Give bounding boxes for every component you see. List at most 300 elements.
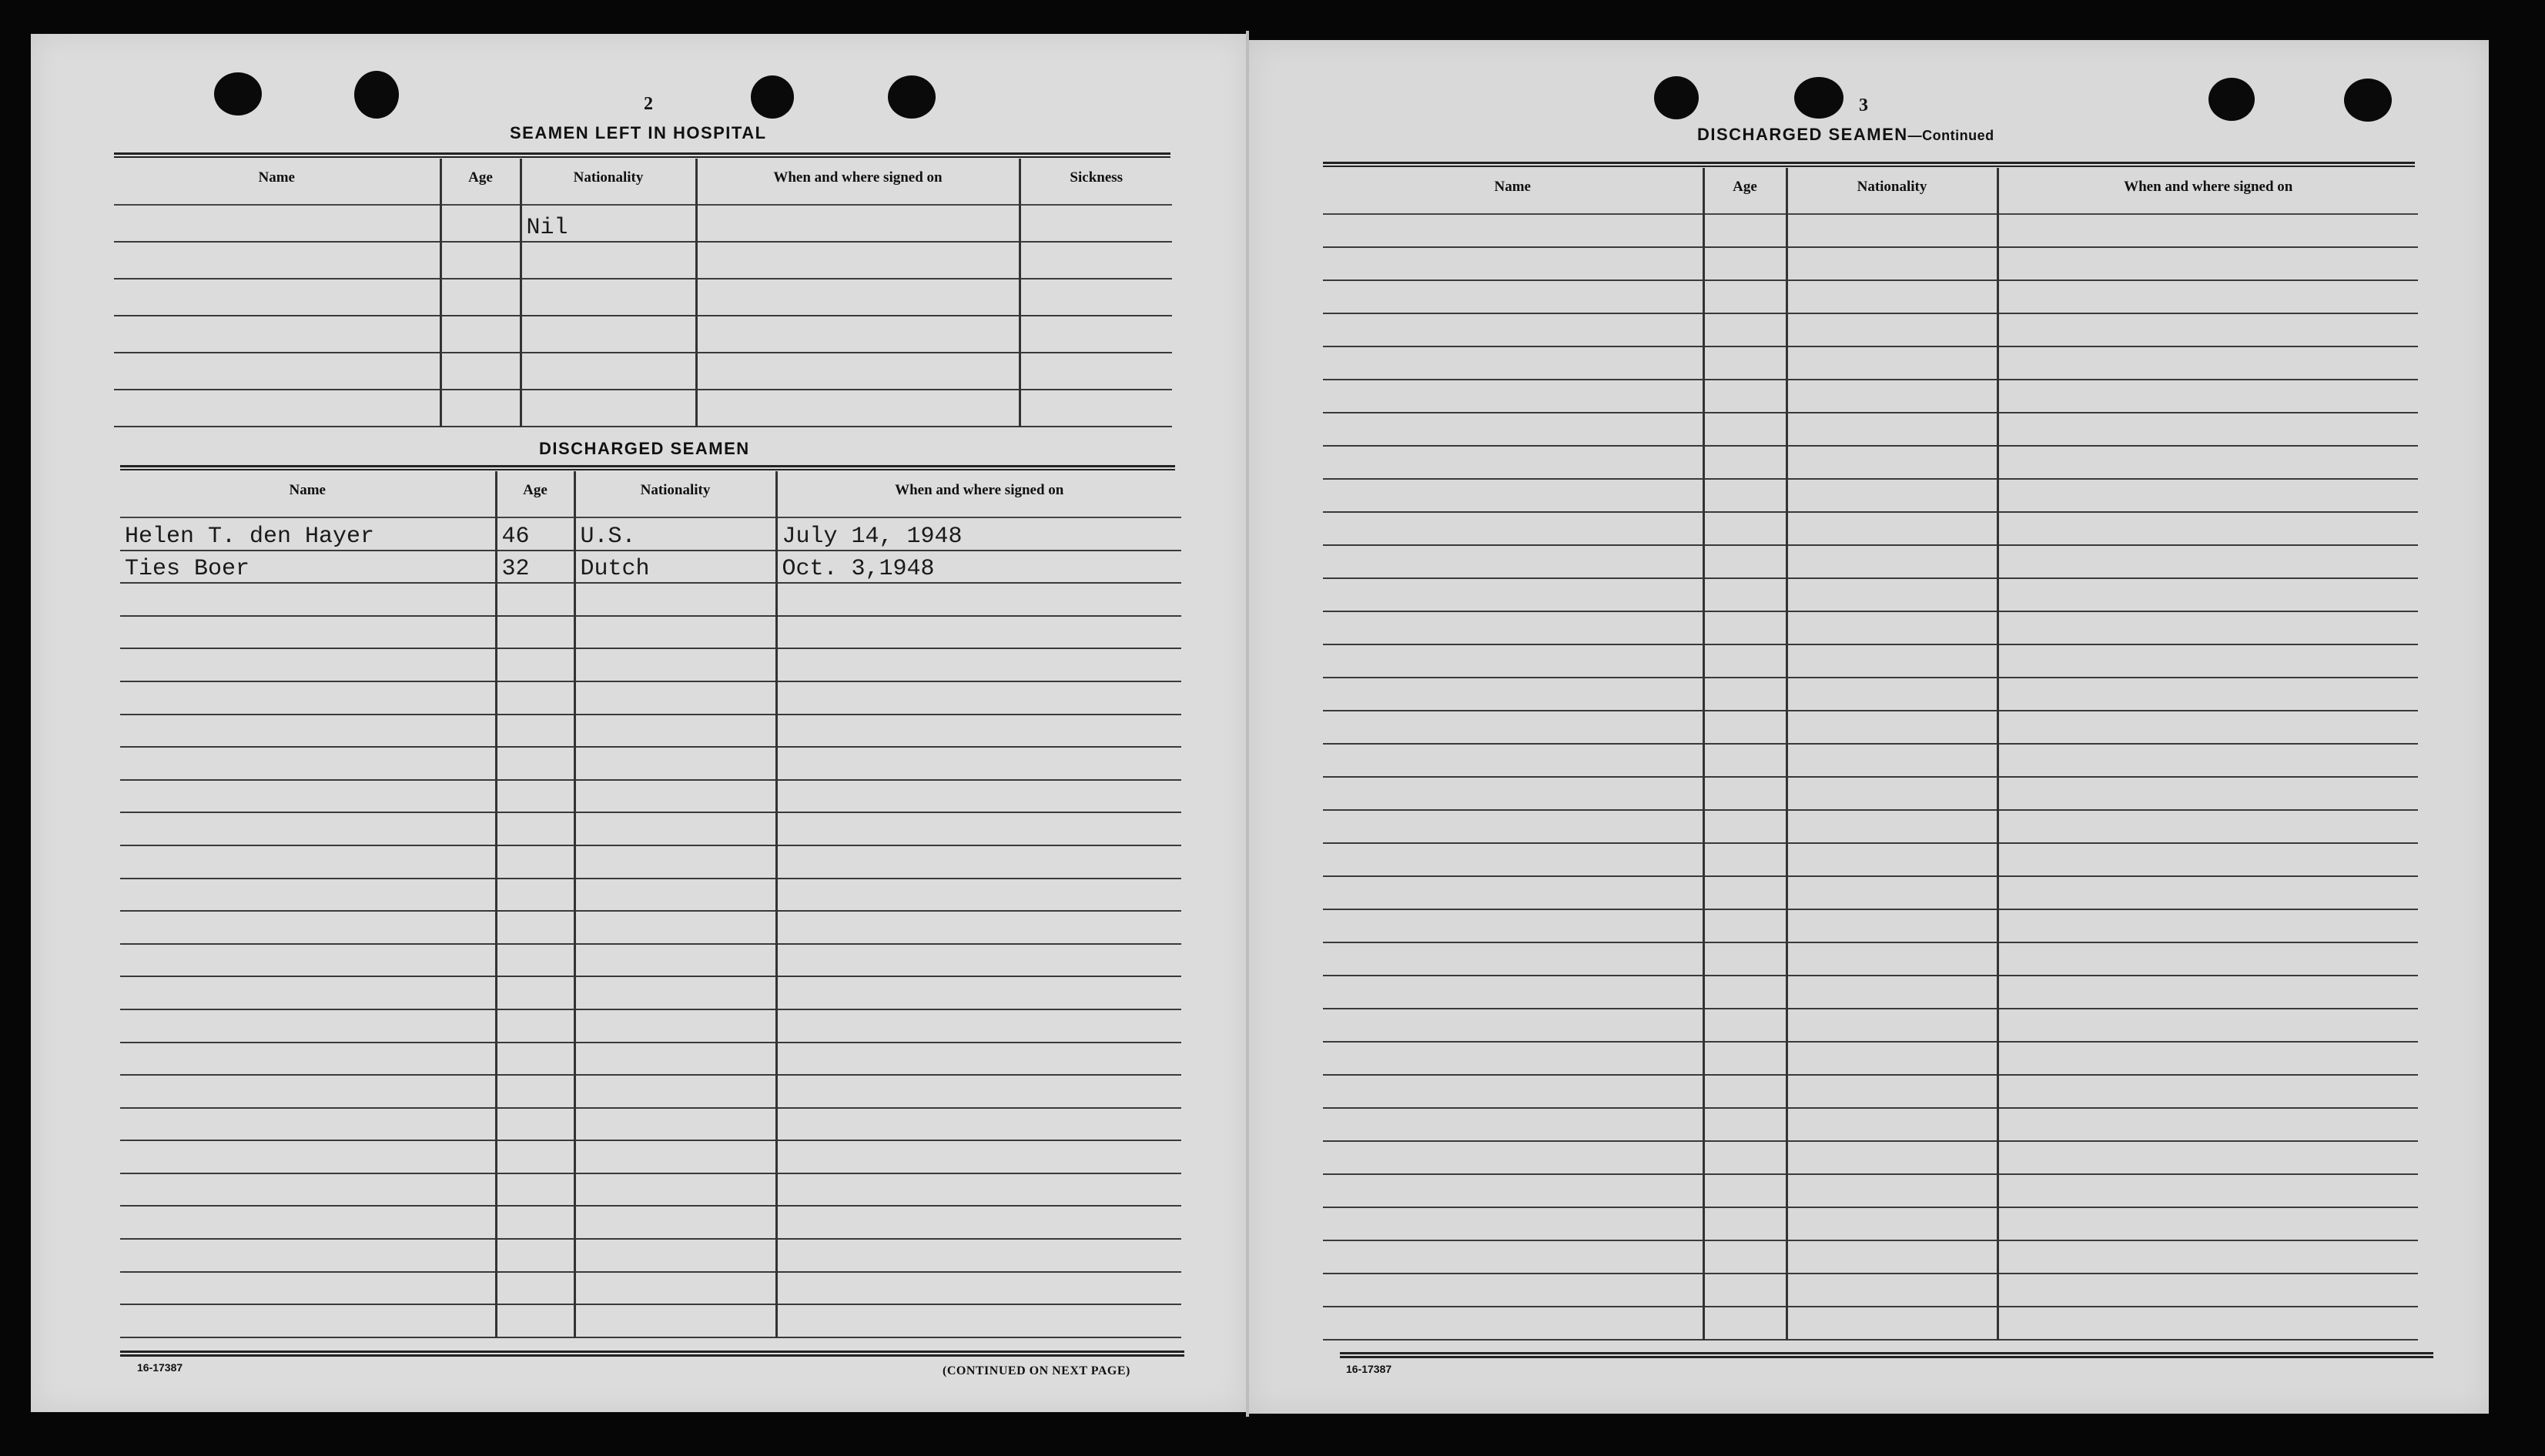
table-cell bbox=[574, 1108, 776, 1141]
table-row bbox=[1323, 1141, 2418, 1174]
table-cell bbox=[1020, 316, 1172, 353]
table-cell bbox=[1703, 1307, 1787, 1340]
table-cell bbox=[776, 976, 1181, 1009]
table-row bbox=[1323, 578, 2418, 611]
table-row bbox=[114, 353, 1172, 390]
table-cell bbox=[776, 845, 1181, 879]
table-cell bbox=[1323, 1141, 1703, 1174]
table-cell bbox=[574, 1009, 776, 1043]
table-cell bbox=[696, 242, 1020, 279]
table-row bbox=[120, 1140, 1181, 1173]
table-cell bbox=[496, 812, 574, 845]
table-cell bbox=[1323, 1240, 1703, 1274]
column-header: Name bbox=[120, 471, 496, 517]
table-cell bbox=[574, 1304, 776, 1337]
table-cell bbox=[1703, 1274, 1787, 1307]
table-cell bbox=[1787, 777, 1997, 810]
table-cell: 32 bbox=[496, 551, 574, 584]
table-row bbox=[120, 1075, 1181, 1108]
table-cell bbox=[1703, 413, 1787, 446]
table-cell bbox=[496, 747, 574, 780]
table-cell bbox=[776, 1173, 1181, 1207]
table-row bbox=[1323, 843, 2418, 876]
table-cell bbox=[574, 1140, 776, 1173]
table-cell bbox=[1703, 380, 1787, 413]
table-cell bbox=[574, 780, 776, 813]
table-row bbox=[1323, 1042, 2418, 1075]
table-cell bbox=[1703, 280, 1787, 313]
table-cell bbox=[574, 1043, 776, 1076]
table-cell bbox=[1323, 1042, 1703, 1075]
table-cell bbox=[496, 879, 574, 912]
table-cell bbox=[120, 1206, 496, 1239]
hospital-table bbox=[114, 159, 1172, 427]
table-cell bbox=[1703, 1075, 1787, 1108]
table-cell bbox=[1997, 909, 2418, 942]
punch-hole bbox=[1794, 77, 1843, 119]
header-rule bbox=[114, 152, 1170, 158]
title-continued: —Continued bbox=[1907, 128, 1994, 143]
column-header: Age bbox=[440, 159, 521, 205]
table-cell bbox=[1323, 545, 1703, 578]
table-cell bbox=[440, 242, 521, 279]
table-cell bbox=[120, 1239, 496, 1272]
table-cell bbox=[1787, 578, 1997, 611]
table-cell bbox=[1323, 578, 1703, 611]
table-row bbox=[1323, 611, 2418, 644]
table-cell bbox=[776, 1075, 1181, 1108]
table-cell bbox=[776, 1206, 1181, 1239]
table-cell bbox=[1323, 313, 1703, 346]
punch-hole bbox=[888, 75, 936, 119]
table-cell bbox=[114, 353, 440, 390]
table-cell bbox=[1787, 942, 1997, 976]
table-cell bbox=[1323, 976, 1703, 1009]
table-cell bbox=[574, 747, 776, 780]
table-cell bbox=[776, 780, 1181, 813]
column-header: Name bbox=[114, 159, 440, 205]
column-header: Nationality bbox=[574, 471, 776, 517]
table-row bbox=[1323, 744, 2418, 777]
table-cell bbox=[1703, 611, 1787, 644]
table-cell bbox=[1787, 214, 1997, 247]
page-number: 3 bbox=[1859, 95, 1868, 115]
table-cell bbox=[1703, 876, 1787, 909]
table-row bbox=[1323, 280, 2418, 313]
table-cell bbox=[1323, 909, 1703, 942]
table-cell bbox=[1703, 843, 1787, 876]
table-cell bbox=[776, 1009, 1181, 1043]
table-cell bbox=[1787, 810, 1997, 843]
table-cell bbox=[574, 911, 776, 944]
table-cell bbox=[496, 1272, 574, 1305]
column-header: Name bbox=[1323, 168, 1703, 214]
table-row bbox=[120, 517, 1181, 551]
table-cell bbox=[496, 944, 574, 977]
table-cell bbox=[1703, 744, 1787, 777]
table-cell bbox=[1997, 744, 2418, 777]
table-cell bbox=[1323, 446, 1703, 479]
table-cell bbox=[1703, 976, 1787, 1009]
table-cell bbox=[120, 1140, 496, 1173]
table-cell bbox=[574, 1239, 776, 1272]
table-cell bbox=[120, 1304, 496, 1337]
table-cell bbox=[1787, 1042, 1997, 1075]
table-row bbox=[1323, 1207, 2418, 1240]
table-cell bbox=[776, 1108, 1181, 1141]
table-cell: Ties Boer bbox=[120, 551, 496, 584]
table-row bbox=[114, 279, 1172, 316]
page-number: 2 bbox=[644, 94, 653, 114]
table-row bbox=[120, 648, 1181, 681]
table-cell: July 14, 1948 bbox=[776, 517, 1181, 551]
table-cell bbox=[1323, 744, 1703, 777]
table-row bbox=[1323, 1307, 2418, 1340]
table-cell bbox=[1703, 1207, 1787, 1240]
table-cell bbox=[1323, 247, 1703, 280]
table-cell bbox=[574, 715, 776, 748]
column-header: When and where signed on bbox=[696, 159, 1020, 205]
table-cell bbox=[1787, 380, 1997, 413]
table-cell bbox=[1787, 280, 1997, 313]
table-cell bbox=[1323, 777, 1703, 810]
table-cell bbox=[496, 1043, 574, 1076]
table-cell bbox=[1787, 1207, 1997, 1240]
table-row bbox=[120, 715, 1181, 748]
table-row bbox=[120, 1239, 1181, 1272]
table-cell bbox=[1323, 1108, 1703, 1141]
table-row bbox=[114, 316, 1172, 353]
table-cell bbox=[1323, 214, 1703, 247]
table-cell bbox=[1997, 810, 2418, 843]
table-cell bbox=[1703, 214, 1787, 247]
table-cell bbox=[1997, 1042, 2418, 1075]
table-cell bbox=[1703, 678, 1787, 711]
table-cell bbox=[496, 1108, 574, 1141]
table-row bbox=[120, 911, 1181, 944]
table-cell bbox=[1703, 313, 1787, 346]
table-cell bbox=[1787, 1174, 1997, 1207]
table-row bbox=[120, 845, 1181, 879]
table-cell bbox=[1323, 413, 1703, 446]
table-row bbox=[120, 681, 1181, 715]
table-cell bbox=[496, 583, 574, 616]
table-cell bbox=[1323, 843, 1703, 876]
table-cell bbox=[776, 1043, 1181, 1076]
table-cell bbox=[1703, 346, 1787, 380]
table-cell bbox=[776, 1140, 1181, 1173]
table-cell bbox=[1787, 843, 1997, 876]
table-cell bbox=[1323, 1009, 1703, 1042]
table-cell bbox=[1703, 479, 1787, 512]
table-row bbox=[120, 879, 1181, 912]
table-row bbox=[1323, 1174, 2418, 1207]
table-cell bbox=[574, 681, 776, 715]
discharged-table bbox=[120, 471, 1181, 1338]
table-row bbox=[120, 812, 1181, 845]
table-cell bbox=[1997, 1108, 2418, 1141]
table-row bbox=[1323, 1075, 2418, 1108]
table-cell bbox=[1703, 247, 1787, 280]
form-code: 16-17387 bbox=[137, 1361, 183, 1374]
table-cell bbox=[1997, 446, 2418, 479]
table-cell bbox=[574, 648, 776, 681]
table-cell bbox=[1787, 545, 1997, 578]
table-cell bbox=[574, 879, 776, 912]
table-cell bbox=[1997, 413, 2418, 446]
table-cell: U.S. bbox=[574, 517, 776, 551]
table-cell bbox=[1997, 313, 2418, 346]
punch-hole bbox=[2344, 79, 2392, 122]
table-cell bbox=[1323, 479, 1703, 512]
table-cell bbox=[496, 1009, 574, 1043]
table-row bbox=[1323, 976, 2418, 1009]
table-cell bbox=[1997, 777, 2418, 810]
table-cell bbox=[120, 845, 496, 879]
table-cell bbox=[574, 1272, 776, 1305]
table-cell bbox=[574, 1075, 776, 1108]
table-cell bbox=[120, 976, 496, 1009]
table-cell bbox=[1703, 1108, 1787, 1141]
column-header: Nationality bbox=[521, 159, 696, 205]
table-cell bbox=[120, 780, 496, 813]
column-header: When and where signed on bbox=[776, 471, 1181, 517]
header-rule bbox=[120, 465, 1175, 470]
table-cell bbox=[1323, 1207, 1703, 1240]
table-cell bbox=[776, 812, 1181, 845]
column-header: Age bbox=[496, 471, 574, 517]
table-cell bbox=[1997, 711, 2418, 744]
table-cell bbox=[1997, 1307, 2418, 1340]
table-row bbox=[1323, 313, 2418, 346]
table-cell bbox=[120, 1009, 496, 1043]
table-cell bbox=[1787, 1240, 1997, 1274]
table-cell: 46 bbox=[496, 517, 574, 551]
table-cell bbox=[776, 1239, 1181, 1272]
table-cell bbox=[1703, 1042, 1787, 1075]
table-cell bbox=[1997, 578, 2418, 611]
table-cell bbox=[120, 1108, 496, 1141]
table-cell bbox=[1997, 545, 2418, 578]
table-cell bbox=[696, 316, 1020, 353]
table-cell bbox=[1787, 678, 1997, 711]
table-cell bbox=[496, 1239, 574, 1272]
table-cell bbox=[1787, 512, 1997, 545]
table-cell bbox=[114, 242, 440, 279]
table-cell bbox=[1020, 353, 1172, 390]
punch-hole bbox=[214, 72, 262, 115]
table-row bbox=[1323, 1009, 2418, 1042]
table-cell bbox=[1787, 1009, 1997, 1042]
table-cell bbox=[776, 583, 1181, 616]
table-row bbox=[120, 1272, 1181, 1305]
table-cell bbox=[1997, 1240, 2418, 1274]
table-row bbox=[120, 1206, 1181, 1239]
table-row bbox=[1323, 711, 2418, 744]
table-cell bbox=[776, 648, 1181, 681]
table-cell bbox=[1787, 744, 1997, 777]
table-cell bbox=[1997, 479, 2418, 512]
table-row bbox=[1323, 876, 2418, 909]
table-cell bbox=[1997, 876, 2418, 909]
table-cell bbox=[574, 976, 776, 1009]
table-cell bbox=[496, 648, 574, 681]
table-cell bbox=[776, 616, 1181, 649]
table-cell bbox=[120, 1173, 496, 1207]
table-cell bbox=[120, 616, 496, 649]
table-cell bbox=[776, 747, 1181, 780]
table-cell bbox=[440, 205, 521, 242]
table-row bbox=[1323, 1274, 2418, 1307]
table-cell bbox=[1787, 1307, 1997, 1340]
table-cell bbox=[114, 205, 440, 242]
section-title-discharged-continued bbox=[1697, 125, 1994, 145]
table-cell bbox=[1997, 644, 2418, 678]
table-cell bbox=[1997, 1075, 2418, 1108]
table-cell bbox=[521, 242, 696, 279]
table-cell bbox=[574, 944, 776, 977]
table-cell: Oct. 3,1948 bbox=[776, 551, 1181, 584]
table-cell bbox=[440, 390, 521, 427]
table-cell bbox=[496, 780, 574, 813]
table-cell bbox=[574, 583, 776, 616]
table-cell bbox=[1997, 214, 2418, 247]
table-row bbox=[120, 1108, 1181, 1141]
table-cell bbox=[521, 316, 696, 353]
table-cell bbox=[1323, 810, 1703, 843]
table-cell bbox=[1323, 876, 1703, 909]
table-row bbox=[1323, 545, 2418, 578]
table-cell bbox=[1997, 512, 2418, 545]
table-cell bbox=[496, 715, 574, 748]
table-cell bbox=[1323, 512, 1703, 545]
table-cell bbox=[496, 845, 574, 879]
table-cell bbox=[1323, 1307, 1703, 1340]
table-row bbox=[1323, 942, 2418, 976]
table-row bbox=[1323, 678, 2418, 711]
table-cell bbox=[1703, 810, 1787, 843]
table-row bbox=[120, 1043, 1181, 1076]
table-cell bbox=[776, 879, 1181, 912]
table-cell bbox=[1703, 1009, 1787, 1042]
table-cell bbox=[1997, 976, 2418, 1009]
table-cell bbox=[1703, 644, 1787, 678]
discharged-continued-table bbox=[1323, 168, 2418, 1341]
table-cell bbox=[776, 911, 1181, 944]
table-cell bbox=[1703, 1141, 1787, 1174]
table-row bbox=[120, 944, 1181, 977]
table-cell bbox=[1997, 611, 2418, 644]
table-row bbox=[120, 616, 1181, 649]
punch-hole bbox=[1654, 76, 1699, 119]
table-cell bbox=[1323, 611, 1703, 644]
table-cell bbox=[440, 279, 521, 316]
table-cell bbox=[1787, 247, 1997, 280]
table-cell bbox=[496, 1173, 574, 1207]
footer-rule bbox=[1340, 1352, 2433, 1358]
column-header: When and where signed on bbox=[1997, 168, 2418, 214]
table-cell bbox=[1787, 1141, 1997, 1174]
table-cell bbox=[120, 1272, 496, 1305]
table-row bbox=[120, 747, 1181, 780]
continued-note: (CONTINUED ON NEXT PAGE) bbox=[943, 1364, 1130, 1377]
table-cell bbox=[1787, 909, 1997, 942]
table-cell bbox=[496, 1140, 574, 1173]
table-cell bbox=[1323, 380, 1703, 413]
table-cell bbox=[1997, 247, 2418, 280]
table-cell bbox=[696, 353, 1020, 390]
table-cell bbox=[120, 812, 496, 845]
table-row bbox=[120, 976, 1181, 1009]
column-header: Age bbox=[1703, 168, 1787, 214]
table-cell bbox=[1787, 644, 1997, 678]
table-row bbox=[1323, 247, 2418, 280]
table-cell bbox=[1323, 1174, 1703, 1207]
table-cell bbox=[776, 715, 1181, 748]
table-cell bbox=[521, 353, 696, 390]
table-cell bbox=[776, 944, 1181, 977]
table-row bbox=[120, 1009, 1181, 1043]
table-cell bbox=[1787, 479, 1997, 512]
table-cell bbox=[1787, 346, 1997, 380]
table-cell bbox=[696, 205, 1020, 242]
table-cell bbox=[114, 316, 440, 353]
table-row bbox=[120, 780, 1181, 813]
table-cell bbox=[1323, 644, 1703, 678]
table-cell bbox=[574, 1173, 776, 1207]
table-cell bbox=[1323, 346, 1703, 380]
footer-rule bbox=[120, 1351, 1184, 1357]
table-cell bbox=[1703, 942, 1787, 976]
table-row bbox=[120, 1173, 1181, 1207]
title-main: DISCHARGED SEAMEN bbox=[1697, 125, 1908, 144]
table-cell: Helen T. den Hayer bbox=[120, 517, 496, 551]
table-cell bbox=[1703, 545, 1787, 578]
table-row bbox=[1323, 777, 2418, 810]
table-cell bbox=[1997, 1274, 2418, 1307]
table-cell bbox=[1997, 1009, 2418, 1042]
table-cell bbox=[1323, 942, 1703, 976]
table-cell bbox=[574, 616, 776, 649]
table-cell bbox=[1997, 1174, 2418, 1207]
table-cell bbox=[776, 1304, 1181, 1337]
table-cell bbox=[120, 583, 496, 616]
table-cell bbox=[574, 1206, 776, 1239]
table-cell bbox=[120, 747, 496, 780]
table-cell bbox=[1703, 1174, 1787, 1207]
table-cell bbox=[1997, 346, 2418, 380]
table-cell bbox=[1020, 390, 1172, 427]
table-cell bbox=[521, 390, 696, 427]
table-row bbox=[120, 551, 1181, 584]
table-cell bbox=[496, 681, 574, 715]
table-cell bbox=[776, 681, 1181, 715]
table-cell bbox=[1787, 711, 1997, 744]
table-cell bbox=[1703, 578, 1787, 611]
table-cell bbox=[1997, 843, 2418, 876]
table-cell bbox=[1787, 1108, 1997, 1141]
table-cell bbox=[114, 390, 440, 427]
table-cell bbox=[496, 1304, 574, 1337]
page-fold bbox=[1246, 31, 1249, 1417]
table-row bbox=[114, 205, 1172, 242]
table-row bbox=[1323, 909, 2418, 942]
table-row bbox=[1323, 214, 2418, 247]
table-cell bbox=[496, 1206, 574, 1239]
table-cell bbox=[1787, 1075, 1997, 1108]
column-header: Sickness bbox=[1020, 159, 1172, 205]
table-cell bbox=[521, 279, 696, 316]
